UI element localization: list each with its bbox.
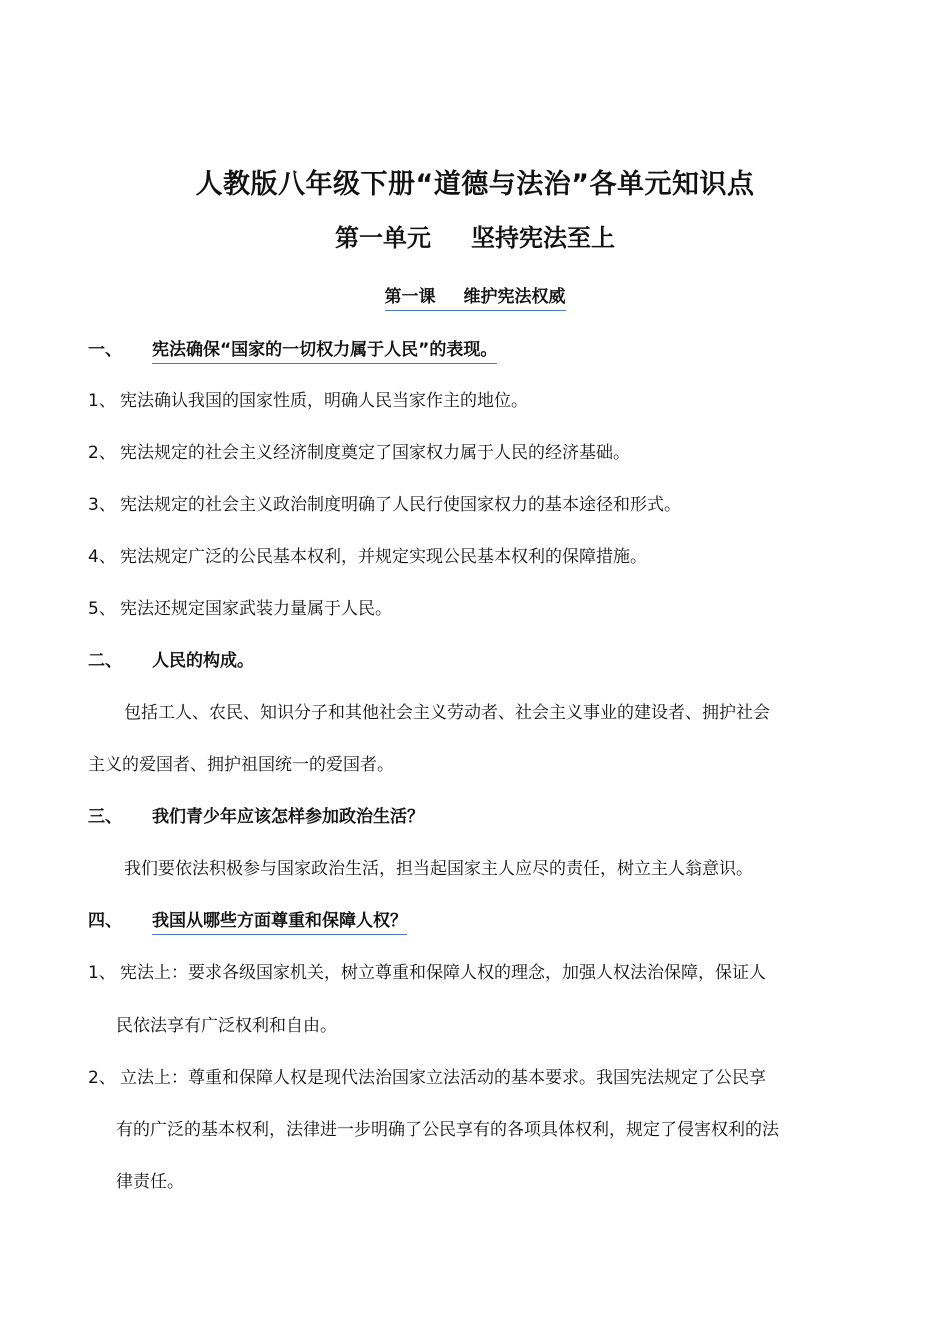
section-title: 人民的构成。 [152,651,254,671]
list-item-continuation: 有的广泛的基本权利，法律进一步明确了公民享有的各项具体权利，规定了侵害权利的法 [116,1120,779,1140]
item-number: 1、 [88,391,116,411]
lesson-label: 第一课 [384,287,436,307]
unit-name: 坚持宪法至上 [471,224,615,252]
lesson-name: 维护宪法权威 [463,287,566,307]
section-title: 我国从哪些方面尊重和保障人权？ [152,911,407,935]
item-number: 3、 [88,495,116,515]
list-item-continuation: 民依法享有广泛权利和自由。 [116,1016,337,1036]
item-number: 1、 [88,963,116,983]
item-number: 2、 [88,1068,116,1088]
section-heading-3 [88,802,424,827]
paragraph-line: 包括工人、农民、知识分子和其他社会主义劳动者、社会主义事业的建设者、拥护社会 [124,703,770,723]
document-title: 人教版八年级下册“道德与法治”各单元知识点 [195,169,755,200]
section-title: 我们青少年应该怎样参加政治生活？ [152,807,424,827]
section-heading-1 [88,335,497,360]
list-item [88,542,647,567]
list-item [88,1063,766,1088]
section-number: 四、 [88,911,122,931]
item-text: 宪法还规定国家武装力量属于人民。 [120,599,392,619]
list-item [88,958,766,983]
list-item [88,386,528,411]
list-item [88,490,681,515]
item-number: 4、 [88,547,116,567]
lesson-title [0,282,950,311]
item-text: 宪法规定广泛的公民基本权利，并规定实现公民基本权利的保障措施。 [120,547,647,567]
section-number: 二、 [88,651,122,671]
list-item [88,594,392,619]
section-number: 三、 [88,807,122,827]
paragraph-line: 主义的爱国者、拥护祖国统一的爱国者。 [88,755,394,775]
list-item [88,438,630,463]
item-number: 5、 [88,599,116,619]
item-text: 宪法规定的社会主义经济制度奠定了国家权力属于人民的经济基础。 [120,443,630,463]
paragraph-line: 我们要依法积极参与国家政治生活，担当起国家主人应尽的责任，树立主人翁意识。 [124,859,753,879]
section-title: 宪法确保“国家的一切权力属于人民”的表现。 [152,340,497,364]
list-item-continuation: 律责任。 [116,1172,184,1192]
section-heading-4 [88,906,407,931]
item-number: 2、 [88,443,116,463]
unit-title [0,218,950,253]
item-text: 宪法上：要求各级国家机关，树立尊重和保障人权的理念，加强人权法治保障，保证人 [120,963,766,983]
section-number: 一、 [88,340,122,360]
unit-label: 第一单元 [335,224,431,252]
section-heading-2 [88,646,254,671]
item-text: 立法上：尊重和保障人权是现代法治国家立法活动的基本要求。我国宪法规定了公民享 [120,1068,766,1088]
item-text: 宪法确认我国的国家性质，明确人民当家作主的地位。 [120,391,528,411]
item-text: 宪法规定的社会主义政治制度明确了人民行使国家权力的基本途径和形式。 [120,495,681,515]
